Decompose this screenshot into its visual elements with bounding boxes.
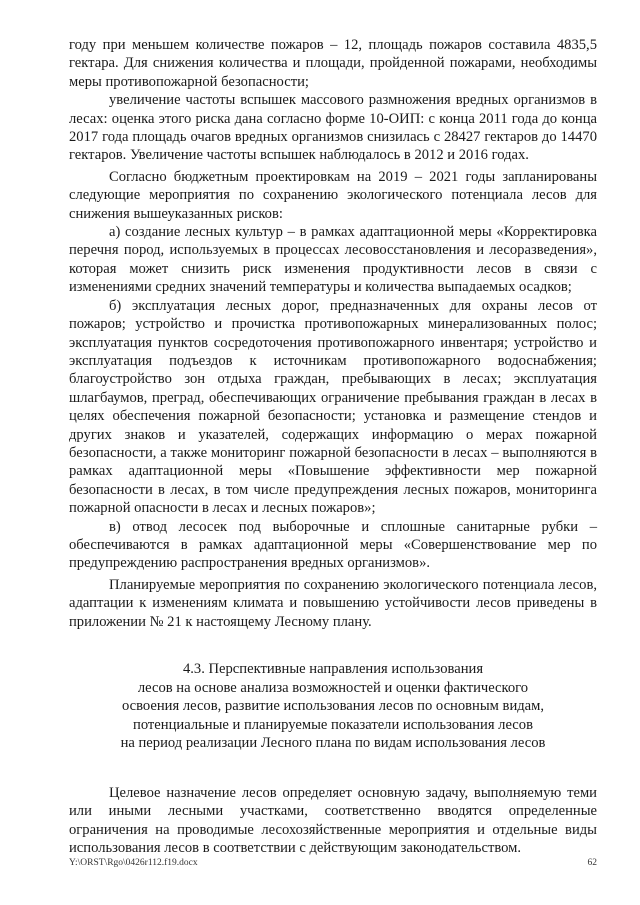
heading-line: освоения лесов, развитие использования лесов по основным видам, xyxy=(121,698,545,715)
paragraph-item-a: а) создание лесных культур – в рамках адаптационной меры «Корректировка перечня пород, используемых в процессах лесовосстановления и лесоразведения», которая может снизить риск изменения продуктивности лесов в связи с изменениями средних значений температуры и количества выпадаемых осадков; xyxy=(69,224,597,296)
paragraph-pest-outbreaks: увеличение частоты вспышек массового размножения вредных организмов в лесах: оценка этого риска дана согласно форме 10-ОИП: с конца 2011 года до конца 2017 года площадь очагов вредных организмов снизилась с 28427 гектаров до 14470 гектаров. Увеличение частоты вспышек наблюдалось в 2012 и 2016 годах. xyxy=(69,92,597,164)
section-heading xyxy=(69,660,597,753)
heading-line: потенциальные и планируемые показатели использования лесов xyxy=(133,716,533,733)
paragraph-item-b: б) эксплуатация лесных дорог, предназначенных для охраны лесов от пожаров; устройство и прочистка противопожарных минерализованных полос; эксплуатация пунктов сосредоточения противопожарного инвентаря; устройство и эксплуатация подъездов к источникам противопожарного водоснабжения; благоустройство зон отдыха граждан, пребывающих в лесах; эксплуатация шлагбаумов, преград, обеспечивающих ограничение пребывания граждан в лесах в целях обеспечения пожарной безопасности; установка и размещение стендов и других знаков и указателей, содержащих информацию о мерах пожарной безопасности, а также мониторинг пожарной безопасности в лесах – выполняются в рамках адаптационной меры «Повышение эффективности мер пожарной безопасности в лесах, в том числе предупреждения лесных пожаров, мониторинга пожарной опасности в лесах и лесных пожаров»; xyxy=(69,297,597,517)
heading-line: 4.3. Перспективные направления использования xyxy=(182,661,484,677)
body-text xyxy=(69,36,597,858)
heading-line: лесов на основе анализа возможностей и оценки фактического xyxy=(137,679,529,696)
footer-page-number: 62 xyxy=(587,858,597,868)
paragraph-item-v: в) отвод лесосек под выборочные и сплошные санитарные рубки – обеспечиваются в рамках адаптационной меры «Совершенствование мер по предупреждению распространения вредных организмов». xyxy=(69,518,597,572)
footer-file-path: Y:\ORST\Rgo\0426r112.f19.docx xyxy=(69,858,198,868)
paragraph-planned-measures: Планируемые мероприятия по сохранению экологического потенциала лесов, адаптации к изменениям климата и повышению устойчивости лесов приведены в приложении № 21 к настоящему Лесному плану. xyxy=(69,576,597,630)
paragraph-forest-purpose: Целевое назначение лесов определяет основную задачу, выполняемую теми или иными лесными участками, соответственно вводятся определенные ограничения на проводимые лесохозяйственные мероприятия и отдельные виды использования лесов в соответствии с действующим законодательством. xyxy=(69,784,597,857)
paragraph-fire-stats: году при меньшем количестве пожаров – 12, площадь пожаров составила 4835,5 гектара. Для снижения количества и площади, пройденной пожарами, необходимы меры противопожарной безопасности; xyxy=(69,37,597,90)
paragraph-budget-plans: Согласно бюджетным проектировкам на 2019 – 2021 годы запланированы следующие мероприятия по сохранению экологического потенциала лесов для снижения вышеуказанных рисков: xyxy=(69,168,597,222)
page-footer xyxy=(69,857,597,869)
heading-line: на период реализации Лесного плана по видам использования лесов xyxy=(120,735,546,752)
